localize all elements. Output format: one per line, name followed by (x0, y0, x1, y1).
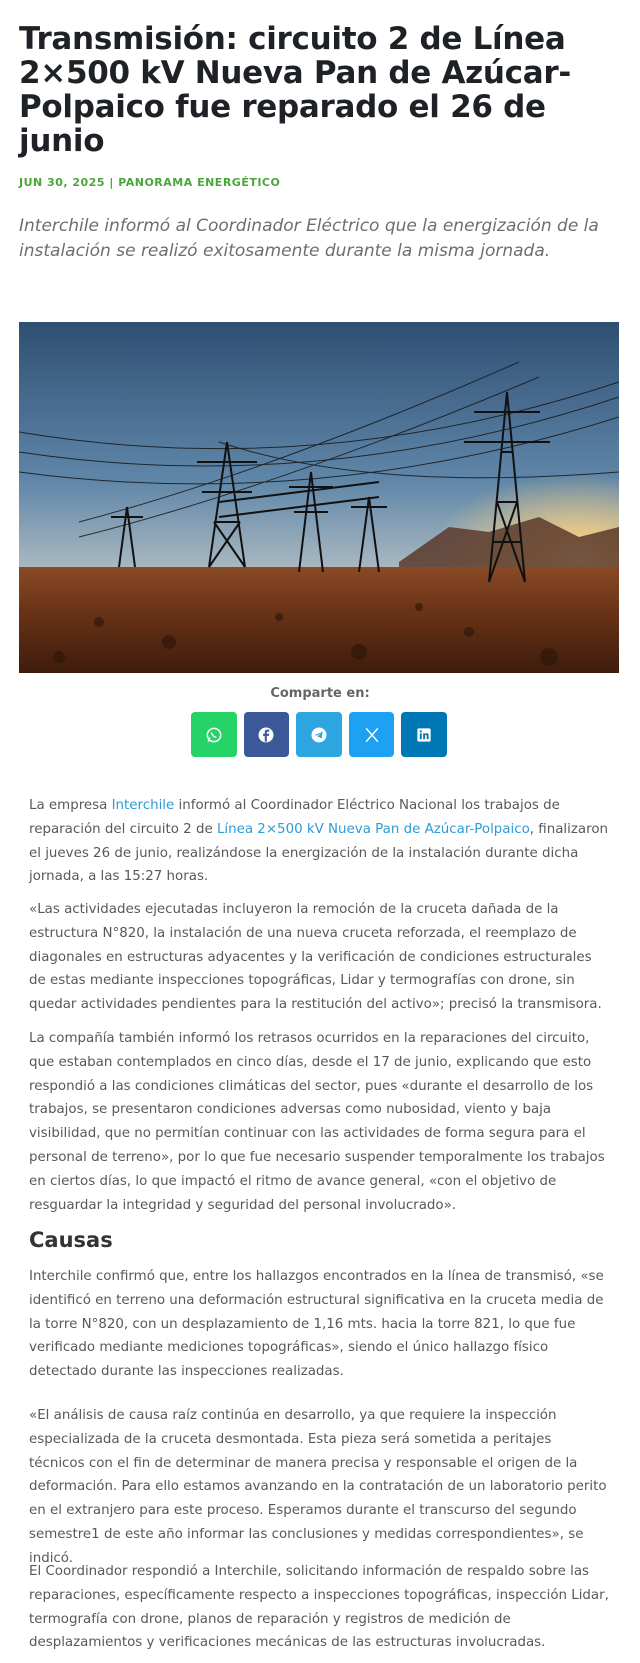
facebook-icon (256, 725, 276, 745)
share-label: Comparte en: (270, 686, 370, 701)
p1-text-b: informó al Coordinador Eléctrico Nacional los trabajos de reparación del circuito 2 de (29, 798, 560, 837)
interchile-link[interactable]: Interchile (111, 798, 175, 813)
linkedin-icon (414, 725, 434, 745)
category-link[interactable]: PANORAMA ENERGÉTICO (118, 176, 281, 189)
body-paragraph-5: «El análisis de causa raíz continúa en desarrollo, ya que requiere la inspección especializada de la cruceta desmontada. Esta pieza será sometida a peritajes técnicos con el fin de determinar de manera precisa y responsable el origen de la deformación. Para ello estamos avanzando en la contratación de un laboratorio perito en el extranjero para este proceso. Esperamos durante el transcurso del segundo semestre1 de este año informar las conclusiones y medidas correspondientes», se indicó. (29, 1408, 607, 1566)
share-telegram-button[interactable] (296, 712, 342, 757)
body-paragraph-2: «Las actividades ejecutadas incluyeron la remoción de la cruceta dañada de la estructura N°820, la instalación de una nueva cruceta reforzada, el reemplazo de diagonales en estructuras adyacentes y la verificación de condiciones estructurales de estas mediante inspecciones topográficas, Lidar y termografías con drone, sin quedar actividades pendientes para la restitución del activo»; precisó la transmisora. (29, 902, 602, 1013)
p1-text-a: La empresa (29, 798, 112, 813)
body-paragraph-1 (29, 794, 611, 889)
x-icon (362, 725, 382, 745)
article-subtitle: Interchile informó al Coordinador Eléctrico que la energización de la instalación se realizó exitosamente durante la misma jornada. (19, 216, 599, 261)
hero-image (19, 322, 619, 673)
body-paragraph-3: La compañía también informó los retrasos ocurridos en la reparaciones del circuito, que estaban contemplados en cinco días, desde el 17 de junio, explicando que esto respondió a las condiciones climáticas del sector, pues «durante el desarrollo de los trabajos, se presentaron condiciones adversas como nubosidad, viento y baja visibilidad, que no permitían continuar con las actividades de forma segura para el personal de terreno», por lo que fue necesario suspender temporalmente los trabajos en ciertos días, lo que impactó el ritmo de avance general, «con el objetivo de resguardar la integridad y seguridad del personal involucrado». (29, 1031, 605, 1213)
share-buttons (191, 712, 447, 757)
hero-image-power-towers (19, 322, 619, 673)
body-paragraph-4: Interchile confirmó que, entre los hallazgos encontrados en la línea de transmisó, «se identificó en terreno una deformación estructural significativa en la cruceta media de la torre N°820, con un desplazamiento de 1,16 mts. hacia la torre 821, lo que fue verificado mediante mediciones topográficas», siendo el único hallazgo físico detectado durante las inspecciones realizadas. (29, 1269, 604, 1380)
linea-link[interactable]: Línea 2×500 kV Nueva Pan de Azúcar-Polpaico (216, 821, 530, 837)
body-paragraph-6: El Coordinador respondió a Interchile, solicitando información de respaldo sobre las reparaciones, específicamente respecto a inspecciones topográficas, inspección Lidar, termografía con drone, planos de reparación y registros de medición de desplazamientos y verificaciones mecánicas de las estructuras involucradas. (29, 1564, 609, 1651)
share-facebook-button[interactable] (244, 712, 290, 757)
p1-text-c: , finalizaron el jueves 26 de junio, realizándose la energización de la instalación durante dicha jornada, a las 15:27 horas. (29, 821, 609, 885)
article-meta (19, 176, 280, 189)
share-whatsapp-button[interactable] (191, 712, 237, 757)
share-x-button[interactable] (349, 712, 395, 757)
publish-date: JUN 30, 2025 (19, 176, 105, 189)
telegram-icon (309, 725, 329, 745)
share-linkedin-button[interactable] (401, 712, 447, 757)
article-title: Transmisión: circuito 2 de Línea 2×500 kV Nueva Pan de Azúcar-Polpaico fue reparado el 26 de junio (19, 21, 571, 159)
section-heading-causas: Causas (29, 1228, 113, 1252)
whatsapp-icon (204, 725, 224, 745)
meta-separator: | (105, 176, 119, 189)
